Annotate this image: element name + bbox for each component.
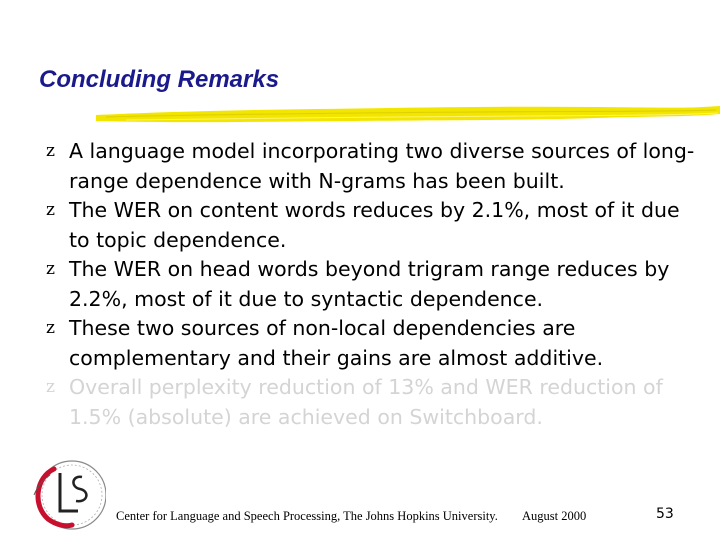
bullet-item	[46, 196, 706, 255]
z-bullet-icon: z	[46, 200, 55, 220]
bullet-item	[46, 137, 706, 196]
bullet-item	[46, 314, 706, 373]
footer-date: August 2000	[522, 509, 587, 523]
bullet-list	[46, 137, 706, 432]
bullet-text: A language model incorporating two diverse sources of long-range dependence with N-grams has been built.	[69, 139, 695, 193]
bullet-text: The WER on content words reduces by 2.1%, most of it due to topic dependence.	[69, 198, 680, 252]
z-bullet-icon: z	[46, 141, 55, 161]
bullet-item-faded	[46, 373, 706, 432]
z-bullet-icon: z	[46, 259, 55, 279]
bullet-text: The WER on head words beyond trigram range reduces by 2.2%, most of it due to syntactic dependence.	[69, 257, 670, 311]
page-number: 53	[656, 506, 674, 522]
bullet-text: Overall perplexity reduction of 13% and WER reduction of 1.5% (absolute) are achieved on Switchboard.	[69, 375, 663, 429]
slide-title: Concluding Remarks	[39, 66, 280, 93]
z-bullet-icon: z	[46, 318, 55, 338]
bullet-item	[46, 255, 706, 314]
footer-organization: Center for Language and Speech Processing, The Johns Hopkins University.	[116, 509, 498, 523]
title-underline-brushstroke	[96, 104, 720, 128]
clsp-logo-icon	[24, 455, 106, 535]
z-bullet-icon: z	[46, 377, 55, 397]
bullet-text: These two sources of non-local dependencies are complementary and their gains are almost additive.	[69, 316, 604, 370]
